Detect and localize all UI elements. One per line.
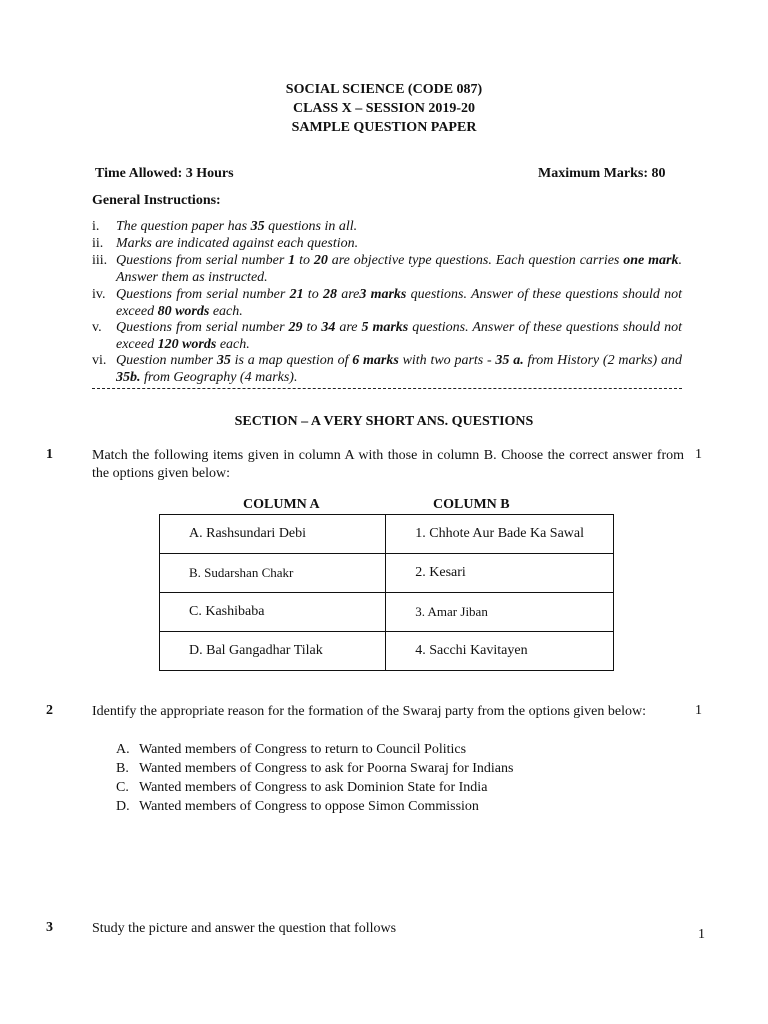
question-number: 1 bbox=[46, 447, 53, 462]
instruction-text: Questions from serial number 21 to 28 are3 marks questions. Answer of these questions should not exceed 80 words each. bbox=[116, 287, 682, 319]
page-number: 1 bbox=[698, 927, 705, 942]
option-letter: B. bbox=[116, 761, 129, 776]
column-b-header: COLUMN B bbox=[433, 497, 510, 512]
instruction-text: Marks are indicated against each question. bbox=[116, 236, 359, 251]
question-number: 3 bbox=[46, 920, 53, 935]
paper-class-session: CLASS X – SESSION 2019-20 bbox=[292, 101, 476, 116]
section-title: SECTION – A VERY SHORT ANS. QUESTIONS bbox=[234, 414, 534, 429]
option-letter: A. bbox=[116, 742, 130, 757]
question-text: Match the following items given in column A with those in column B. Choose the correct answer from the options given below: bbox=[92, 448, 684, 481]
table-row bbox=[160, 554, 614, 593]
option-item bbox=[116, 797, 513, 816]
paper-type-title: SAMPLE QUESTION PAPER bbox=[291, 120, 477, 135]
table-row bbox=[160, 632, 614, 671]
instruction-item bbox=[92, 235, 682, 252]
question-marks: 1 bbox=[695, 703, 702, 718]
instruction-text: Questions from serial number 29 to 34 are 5 marks questions. Answer of these questions should not exceed 120 words each. bbox=[116, 320, 683, 352]
instruction-item bbox=[92, 218, 682, 235]
option-letter: C. bbox=[116, 780, 129, 795]
option-item bbox=[116, 778, 513, 797]
instruction-number: vi. bbox=[92, 353, 107, 368]
instruction-item bbox=[92, 252, 682, 286]
column-a-cell: D. Bal Gangadhar Tilak bbox=[160, 632, 386, 671]
column-a-cell: C. Kashibaba bbox=[160, 593, 386, 632]
instruction-text: Questions from serial number 1 to 20 are objective type questions. Each question carries one mark. Answer them as instructed. bbox=[116, 253, 682, 285]
option-text: Wanted members of Congress to return to Council Politics bbox=[139, 742, 467, 757]
option-item bbox=[116, 759, 513, 778]
instruction-item bbox=[92, 319, 682, 353]
instruction-number: v. bbox=[92, 320, 102, 335]
max-marks: Maximum Marks: 80 bbox=[538, 166, 666, 181]
question-text: Identify the appropriate reason for the formation of the Swaraj party from the options given below: bbox=[92, 704, 646, 719]
instruction-number: i. bbox=[92, 219, 100, 234]
column-b-cell: 3. Amar Jiban bbox=[386, 593, 614, 632]
option-text: Wanted members of Congress to oppose Simon Commission bbox=[139, 799, 479, 814]
question-number: 2 bbox=[46, 703, 53, 718]
column-b-cell: 2. Kesari bbox=[386, 554, 614, 593]
table-row bbox=[160, 515, 614, 554]
question-text: Study the picture and answer the question that follows bbox=[92, 921, 397, 936]
match-table bbox=[159, 514, 614, 671]
separator-line bbox=[92, 388, 682, 389]
instruction-number: ii. bbox=[92, 236, 104, 251]
option-text: Wanted members of Congress to ask Dominion State for India bbox=[139, 780, 488, 795]
option-letter: D. bbox=[116, 799, 130, 814]
column-a-cell: A. Rashsundari Debi bbox=[160, 515, 386, 554]
question-marks: 1 bbox=[695, 447, 702, 462]
instruction-number: iv. bbox=[92, 287, 106, 302]
instruction-text: Question number 35 is a map question of 6 marks with two parts - 35 a. from History (2 marks) and 35b. from Geography (4 marks). bbox=[116, 353, 682, 385]
column-a-cell: B. Sudarshan Chakr bbox=[160, 554, 386, 593]
paper-subject-title: SOCIAL SCIENCE (CODE 087) bbox=[285, 82, 483, 97]
time-allowed: Time Allowed: 3 Hours bbox=[95, 166, 234, 181]
options-list bbox=[116, 740, 513, 816]
instruction-number: iii. bbox=[92, 253, 108, 268]
instruction-text: The question paper has 35 questions in all. bbox=[116, 219, 358, 234]
option-text: Wanted members of Congress to ask for Poorna Swaraj for Indians bbox=[139, 761, 514, 776]
column-a-header: COLUMN A bbox=[243, 497, 320, 512]
table-row bbox=[160, 593, 614, 632]
instruction-item bbox=[92, 352, 682, 386]
column-b-cell: 4. Sacchi Kavitayen bbox=[386, 632, 614, 671]
instruction-item bbox=[92, 286, 682, 320]
column-b-cell: 1. Chhote Aur Bade Ka Sawal bbox=[386, 515, 614, 554]
option-item bbox=[116, 740, 513, 759]
general-instructions-heading: General Instructions: bbox=[92, 193, 221, 208]
